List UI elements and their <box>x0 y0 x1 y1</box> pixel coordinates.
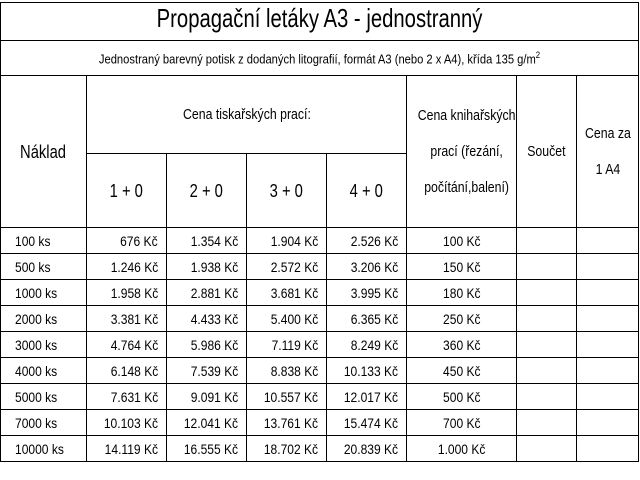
header-cena-tisk-label: Cena tiskařských prací: <box>182 105 311 123</box>
cell-price-3-0-value: 1.904 Kč <box>270 232 318 249</box>
cell-naklad-value: 1000 ks <box>15 284 58 301</box>
price-table <box>0 2 639 462</box>
cell-price-4-0-value: 20.839 Kč <box>343 440 398 457</box>
cell-naklad <box>1 410 87 436</box>
cell-knihar-value: 100 Kč <box>442 232 481 249</box>
cell-price-3-0 <box>247 228 327 254</box>
cell-knihar <box>407 254 517 280</box>
cell-cena-a4 <box>577 410 639 436</box>
cell-price-1-0-value: 4.764 Kč <box>110 336 158 353</box>
cell-price-1-0-value: 1.958 Kč <box>110 284 158 301</box>
header-cena-a4 <box>577 76 639 228</box>
cell-price-3-0 <box>247 358 327 384</box>
cell-soucet <box>517 306 577 332</box>
cell-price-3-0-value: 18.702 Kč <box>263 440 318 457</box>
cell-price-2-0-value: 1.354 Kč <box>190 232 238 249</box>
cell-price-2-0 <box>167 410 247 436</box>
table-row <box>1 358 639 384</box>
cell-soucet <box>517 436 577 462</box>
cell-cena-a4 <box>577 306 639 332</box>
cell-naklad <box>1 254 87 280</box>
cell-price-4-0-value: 8.249 Kč <box>350 336 398 353</box>
cell-price-4-0 <box>327 436 407 462</box>
cell-knihar <box>407 280 517 306</box>
table-row <box>1 280 639 306</box>
cell-soucet <box>517 228 577 254</box>
cell-knihar-value: 360 Kč <box>442 336 481 353</box>
header-variant-1 <box>87 154 167 228</box>
cell-price-2-0-value: 4.433 Kč <box>190 310 238 327</box>
cell-naklad <box>1 280 87 306</box>
cell-price-1-0 <box>87 436 167 462</box>
cell-naklad <box>1 436 87 462</box>
cell-price-4-0-value: 2.526 Kč <box>350 232 398 249</box>
cell-knihar-value: 1.000 Kč <box>437 440 486 457</box>
cell-knihar <box>407 410 517 436</box>
cell-price-4-0 <box>327 254 407 280</box>
cell-price-1-0 <box>87 306 167 332</box>
cell-price-3-0 <box>247 410 327 436</box>
cell-knihar-value: 180 Kč <box>442 284 481 301</box>
header-cena-a4-line1: Cena za <box>584 124 631 142</box>
cell-price-1-0 <box>87 228 167 254</box>
cell-price-1-0 <box>87 358 167 384</box>
cell-cena-a4 <box>577 436 639 462</box>
cell-price-4-0-value: 12.017 Kč <box>343 388 398 405</box>
cell-soucet <box>517 254 577 280</box>
cell-price-2-0-value: 16.555 Kč <box>183 440 238 457</box>
cell-cena-a4 <box>577 358 639 384</box>
cell-price-4-0-value: 15.474 Kč <box>343 414 398 431</box>
cell-knihar-value: 700 Kč <box>442 414 481 431</box>
cell-soucet <box>517 332 577 358</box>
cell-price-1-0-value: 676 Kč <box>120 232 158 249</box>
cell-price-1-0 <box>87 280 167 306</box>
header-cena-knihar <box>407 76 517 228</box>
cell-price-4-0 <box>327 228 407 254</box>
cell-naklad <box>1 332 87 358</box>
cell-soucet <box>517 384 577 410</box>
cell-price-1-0-value: 14.119 Kč <box>104 440 158 457</box>
table-row <box>1 384 639 410</box>
cell-knihar-value: 250 Kč <box>442 310 481 327</box>
cell-price-2-0 <box>167 358 247 384</box>
cell-price-4-0 <box>327 410 407 436</box>
header-variant-3-label: 3 + 0 <box>269 180 304 201</box>
cell-price-4-0 <box>327 306 407 332</box>
subtitle-text: Jednostraný barevný potisk z dodaných litografií, formát A3 (nebo 2 x A4), křída 135 g/m <box>98 51 536 67</box>
cell-price-2-0-value: 7.539 Kč <box>190 362 238 379</box>
cell-price-2-0 <box>167 384 247 410</box>
header-cena-knihar-line3: počítání,balení) <box>424 178 510 196</box>
cell-knihar <box>407 306 517 332</box>
subtitle-cell <box>1 41 639 76</box>
table-row <box>1 254 639 280</box>
cell-knihar <box>407 332 517 358</box>
cell-naklad-value: 2000 ks <box>15 310 58 327</box>
cell-naklad-value: 500 ks <box>15 258 51 275</box>
cell-naklad-value: 5000 ks <box>15 388 58 405</box>
header-variant-2 <box>167 154 247 228</box>
table-body <box>1 228 639 462</box>
cell-knihar <box>407 358 517 384</box>
cell-price-3-0-value: 5.400 Kč <box>270 310 318 327</box>
cell-price-1-0-value: 6.148 Kč <box>110 362 158 379</box>
cell-price-1-0-value: 3.381 Kč <box>110 310 158 327</box>
cell-price-4-0 <box>327 384 407 410</box>
cell-price-4-0-value: 3.995 Kč <box>350 284 398 301</box>
cell-price-3-0 <box>247 306 327 332</box>
cell-naklad-value: 10000 ks <box>15 440 64 457</box>
header-variant-3 <box>247 154 327 228</box>
cell-cena-a4 <box>577 228 639 254</box>
cell-price-3-0 <box>247 254 327 280</box>
cell-soucet <box>517 280 577 306</box>
page-title: Propagační letáky A3 - jednostranný <box>156 3 483 33</box>
cell-naklad-value: 3000 ks <box>15 336 58 353</box>
cell-cena-a4 <box>577 332 639 358</box>
cell-price-4-0-value: 10.133 Kč <box>343 362 398 379</box>
table-row <box>1 228 639 254</box>
cell-knihar-value: 500 Kč <box>442 388 481 405</box>
table-row <box>1 410 639 436</box>
header-cena-knihar-line2: prací (řezání, <box>430 142 503 160</box>
cell-price-2-0-value: 5.986 Kč <box>190 336 238 353</box>
cell-price-4-0-value: 3.206 Kč <box>350 258 398 275</box>
cell-naklad <box>1 228 87 254</box>
header-cena-knihar-label <box>418 98 516 206</box>
cell-knihar-value: 150 Kč <box>442 258 481 275</box>
cell-price-1-0-value: 7.631 Kč <box>110 388 158 405</box>
cell-price-1-0-value: 10.103 Kč <box>103 414 158 431</box>
cell-knihar <box>407 228 517 254</box>
cell-price-2-0 <box>167 436 247 462</box>
table-row <box>1 306 639 332</box>
title-cell <box>1 3 639 41</box>
header-naklad-label: Náklad <box>20 141 67 162</box>
cell-knihar <box>407 384 517 410</box>
cell-price-3-0 <box>247 332 327 358</box>
header-variant-4-label: 4 + 0 <box>349 180 384 201</box>
cell-naklad-value: 7000 ks <box>15 414 58 431</box>
header-naklad <box>1 76 87 228</box>
cell-naklad <box>1 384 87 410</box>
cell-price-3-0 <box>247 436 327 462</box>
cell-price-1-0 <box>87 254 167 280</box>
cell-price-4-0-value: 6.365 Kč <box>350 310 398 327</box>
cell-cena-a4 <box>577 384 639 410</box>
cell-price-2-0-value: 1.938 Kč <box>190 258 238 275</box>
cell-naklad <box>1 358 87 384</box>
cell-price-1-0-value: 1.246 Kč <box>110 258 158 275</box>
cell-cena-a4 <box>577 280 639 306</box>
header-soucet <box>517 76 577 228</box>
header-cena-a4-label <box>585 116 631 188</box>
table-row <box>1 332 639 358</box>
cell-price-2-0-value: 2.881 Kč <box>190 284 238 301</box>
header-variant-1-label: 1 + 0 <box>109 180 144 201</box>
cell-knihar <box>407 436 517 462</box>
cell-price-4-0 <box>327 358 407 384</box>
cell-price-2-0 <box>167 306 247 332</box>
cell-price-2-0 <box>167 228 247 254</box>
cell-price-3-0-value: 13.761 Kč <box>263 414 318 431</box>
cell-cena-a4 <box>577 254 639 280</box>
cell-knihar-value: 450 Kč <box>442 362 481 379</box>
cell-price-3-0-value: 8.838 Kč <box>270 362 318 379</box>
header-variant-4 <box>327 154 407 228</box>
header-variant-2-label: 2 + 0 <box>189 180 224 201</box>
cell-price-4-0 <box>327 280 407 306</box>
table-row <box>1 436 639 462</box>
cell-naklad-value: 4000 ks <box>15 362 58 379</box>
cell-soucet <box>517 358 577 384</box>
subtitle <box>99 50 540 66</box>
header-cena-a4-line2: 1 A4 <box>595 160 620 178</box>
subtitle-superscript: 2 <box>535 49 541 60</box>
cell-price-1-0 <box>87 410 167 436</box>
cell-price-1-0 <box>87 384 167 410</box>
cell-price-2-0-value: 9.091 Kč <box>190 388 238 405</box>
cell-price-2-0 <box>167 332 247 358</box>
cell-price-2-0-value: 12.041 Kč <box>183 414 238 431</box>
cell-naklad <box>1 306 87 332</box>
header-soucet-label: Součet <box>527 142 566 160</box>
cell-price-2-0 <box>167 280 247 306</box>
cell-price-3-0-value: 2.572 Kč <box>270 258 318 275</box>
cell-price-3-0-value: 10.557 Kč <box>263 388 318 405</box>
cell-price-2-0 <box>167 254 247 280</box>
cell-soucet <box>517 410 577 436</box>
cell-price-3-0 <box>247 280 327 306</box>
header-cena-knihar-line1: Cena knihařských <box>417 106 516 124</box>
cell-price-3-0 <box>247 384 327 410</box>
cell-price-1-0 <box>87 332 167 358</box>
cell-price-3-0-value: 3.681 Kč <box>270 284 318 301</box>
cell-price-3-0-value: 7.119 Kč <box>271 336 318 353</box>
cell-naklad-value: 100 ks <box>15 232 51 249</box>
header-cena-tisk <box>87 76 407 154</box>
cell-price-4-0 <box>327 332 407 358</box>
